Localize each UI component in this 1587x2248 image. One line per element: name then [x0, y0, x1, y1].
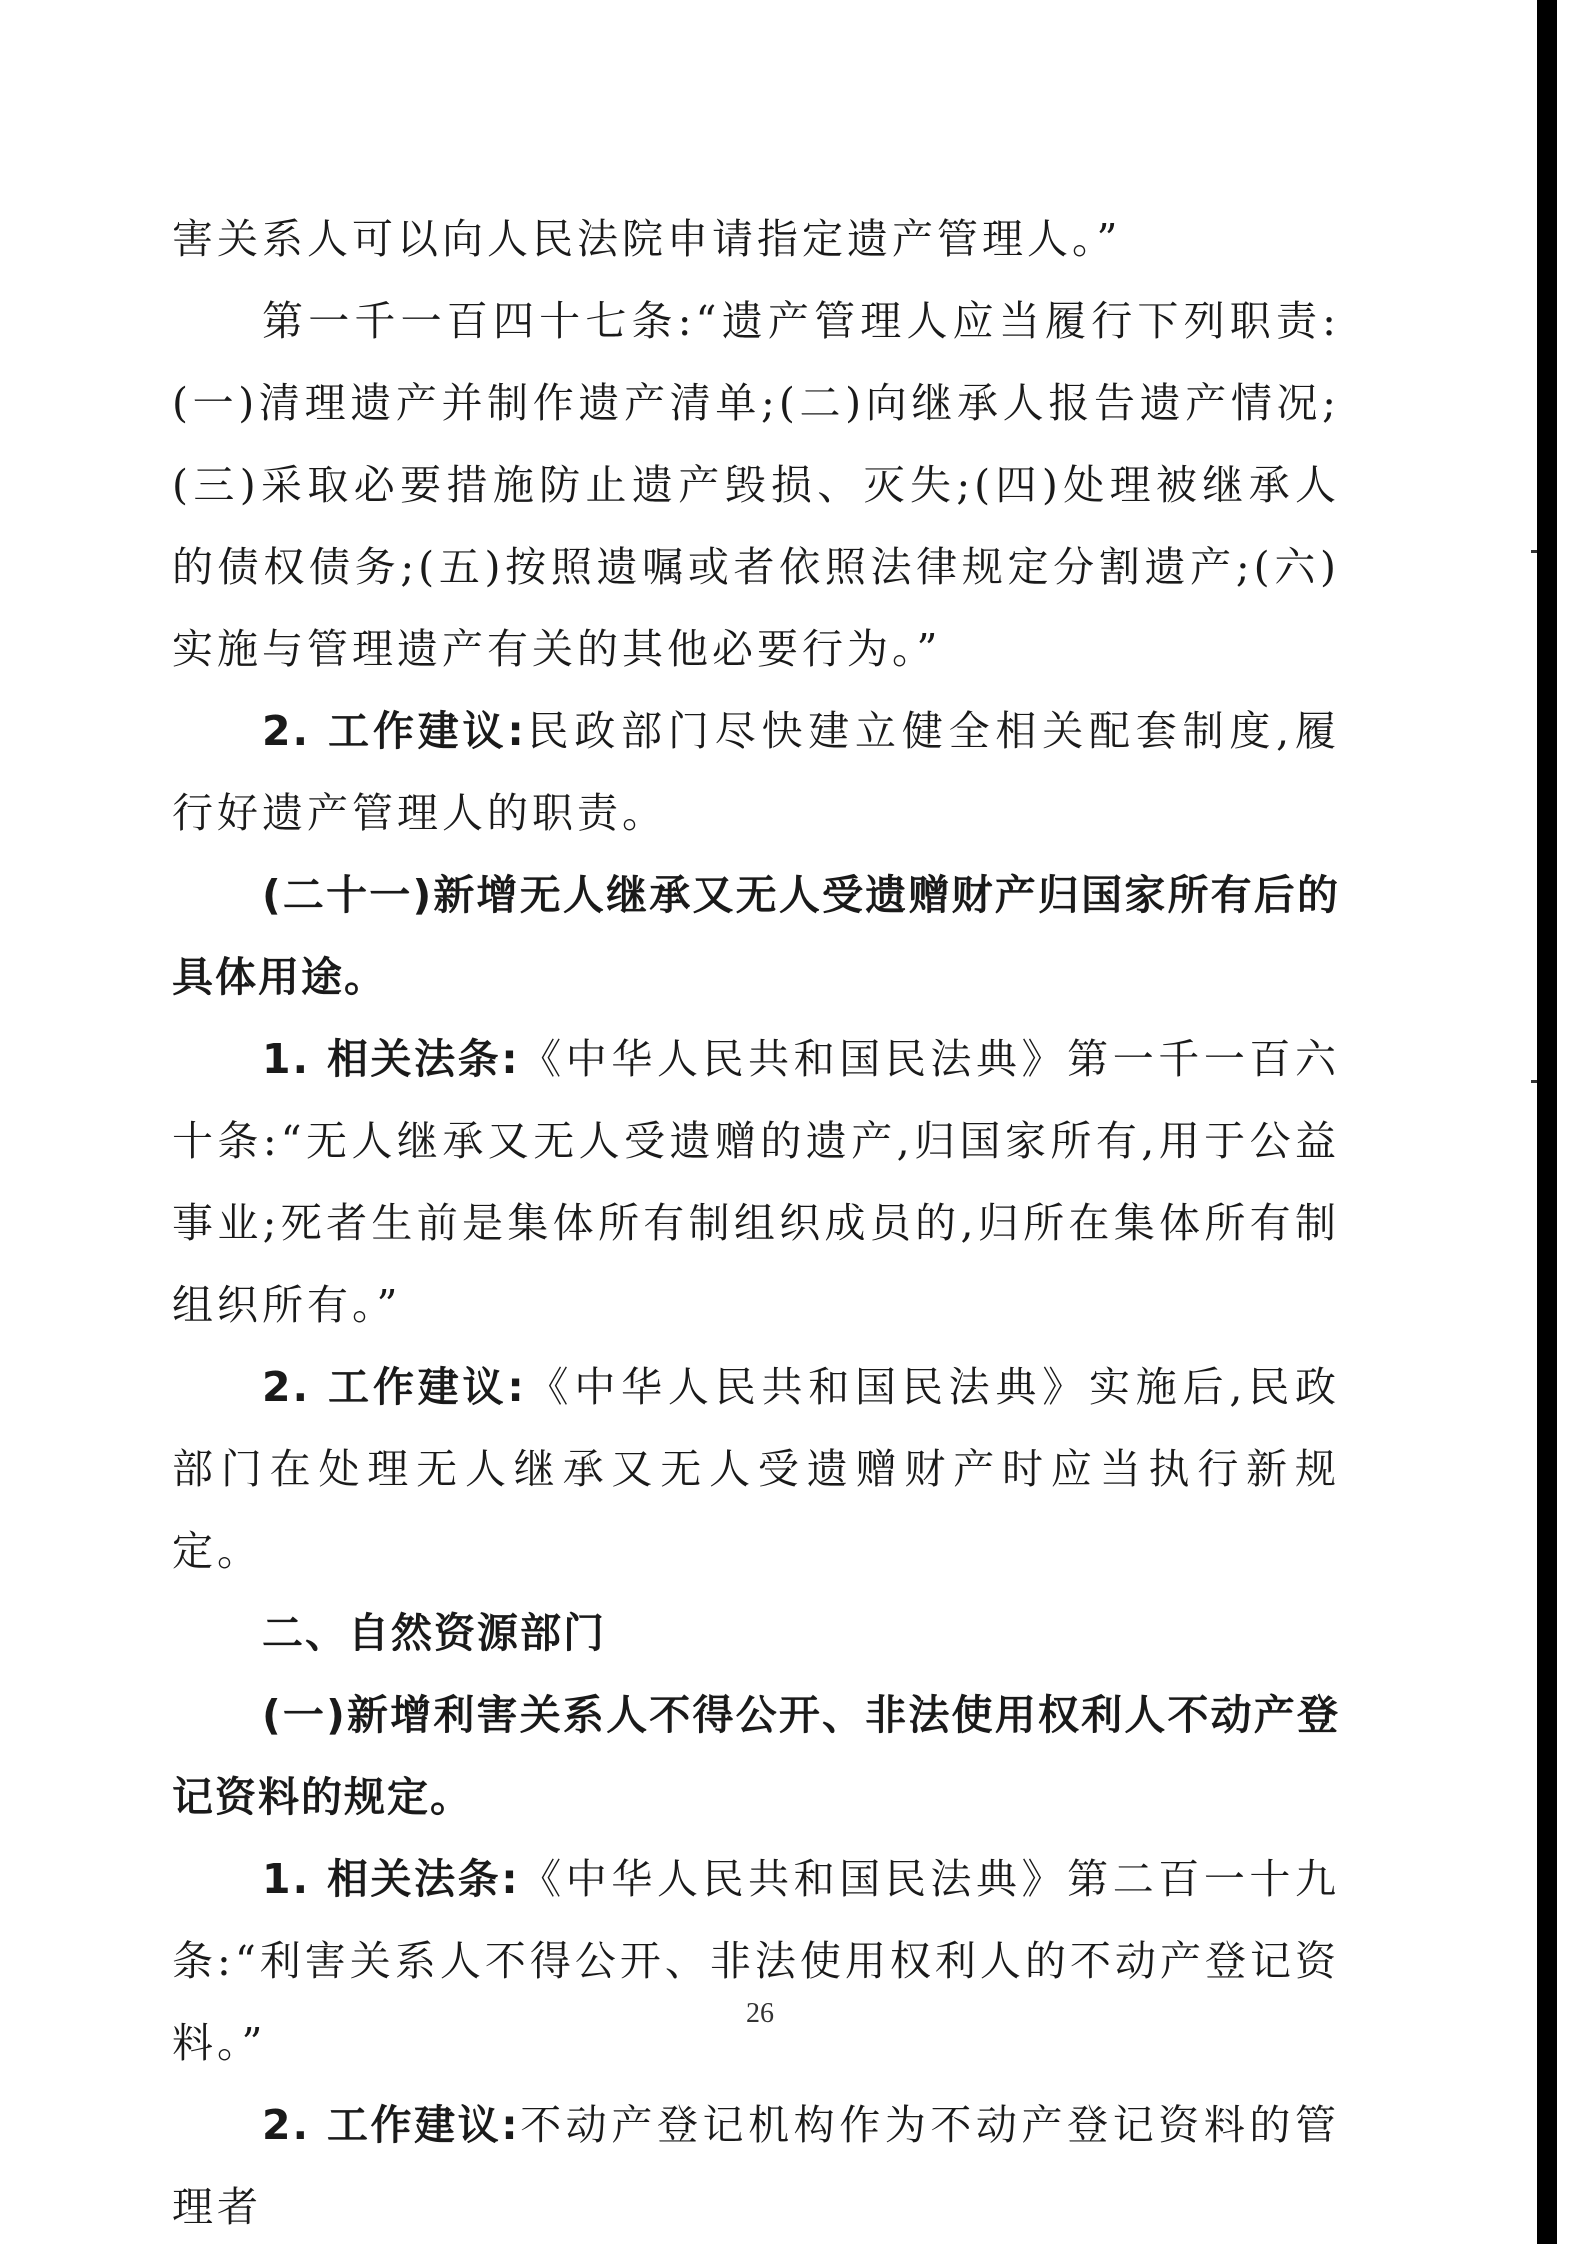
paragraph-label: 1. 相关法条:: [262, 1035, 520, 1083]
paragraph-label: 2. 工作建议:: [262, 707, 526, 755]
section-heading: (一)新增利害关系人不得公开、非法使用权利人不动产登记资料的规定。: [172, 1691, 1340, 1821]
paragraph-text: 民政部门尽快建立健全相关配套制度,履行好遗产管理人的职责。: [172, 707, 1340, 837]
paragraph: [172, 1018, 1340, 1346]
paragraph-text: 《中华人民共和国民法典》实施后,民政部门在处理无人继承又无人受遗赠财产时应当执行新规定。: [172, 1363, 1340, 1575]
paragraph-label: 2. 工作建议:: [262, 1363, 526, 1411]
paragraph-label: 2. 工作建议:: [262, 2101, 520, 2149]
paragraph: [172, 1838, 1340, 2084]
paragraph: [172, 2084, 1340, 2248]
scan-edge-bar: [1537, 0, 1557, 2244]
scan-edge-mark: [1531, 550, 1537, 553]
paragraph: [172, 1346, 1340, 1592]
chapter-heading: 二、自然资源部门: [262, 1609, 606, 1657]
paragraph: 第一千一百四十七条:“遗产管理人应当履行下列职责:(一)清理遗产并制作遗产清单;(二)向继承人报告遗产情况;(三)采取必要措施防止遗产毁损、灭失;(四)处理被继承人的债权债务;(五)按照遗嘱或者依照法律规定分割遗产;(六)实施与管理遗产有关的其他必要行为。”: [172, 297, 1340, 673]
document-body: [172, 198, 1340, 2248]
paragraph: 害关系人可以向人民法院申请指定遗产管理人。”: [172, 215, 1122, 263]
section-heading: (二十一)新增无人继承又无人受遗赠财产归国家所有后的具体用途。: [172, 871, 1340, 1001]
paragraph: [172, 690, 1340, 854]
scan-edge-mark: [1531, 1080, 1537, 1083]
paragraph-label: 1. 相关法条:: [262, 1855, 520, 1903]
page-number: 26: [746, 1998, 774, 2029]
paragraph-text: 《中华人民共和国民法典》第一千一百六十条:“无人继承又无人受遗赠的遗产,归国家所有,用于公益事业;死者生前是集体所有制组织成员的,归所在集体所有制组织所有。”: [172, 1035, 1340, 1329]
paragraph-text: 不动产登记机构作为不动产登记资料的管理者: [172, 2101, 1340, 2231]
paragraph-text: 《中华人民共和国民法典》第二百一十九条:“利害关系人不得公开、非法使用权利人的不动产登记资料。”: [172, 1855, 1340, 2067]
